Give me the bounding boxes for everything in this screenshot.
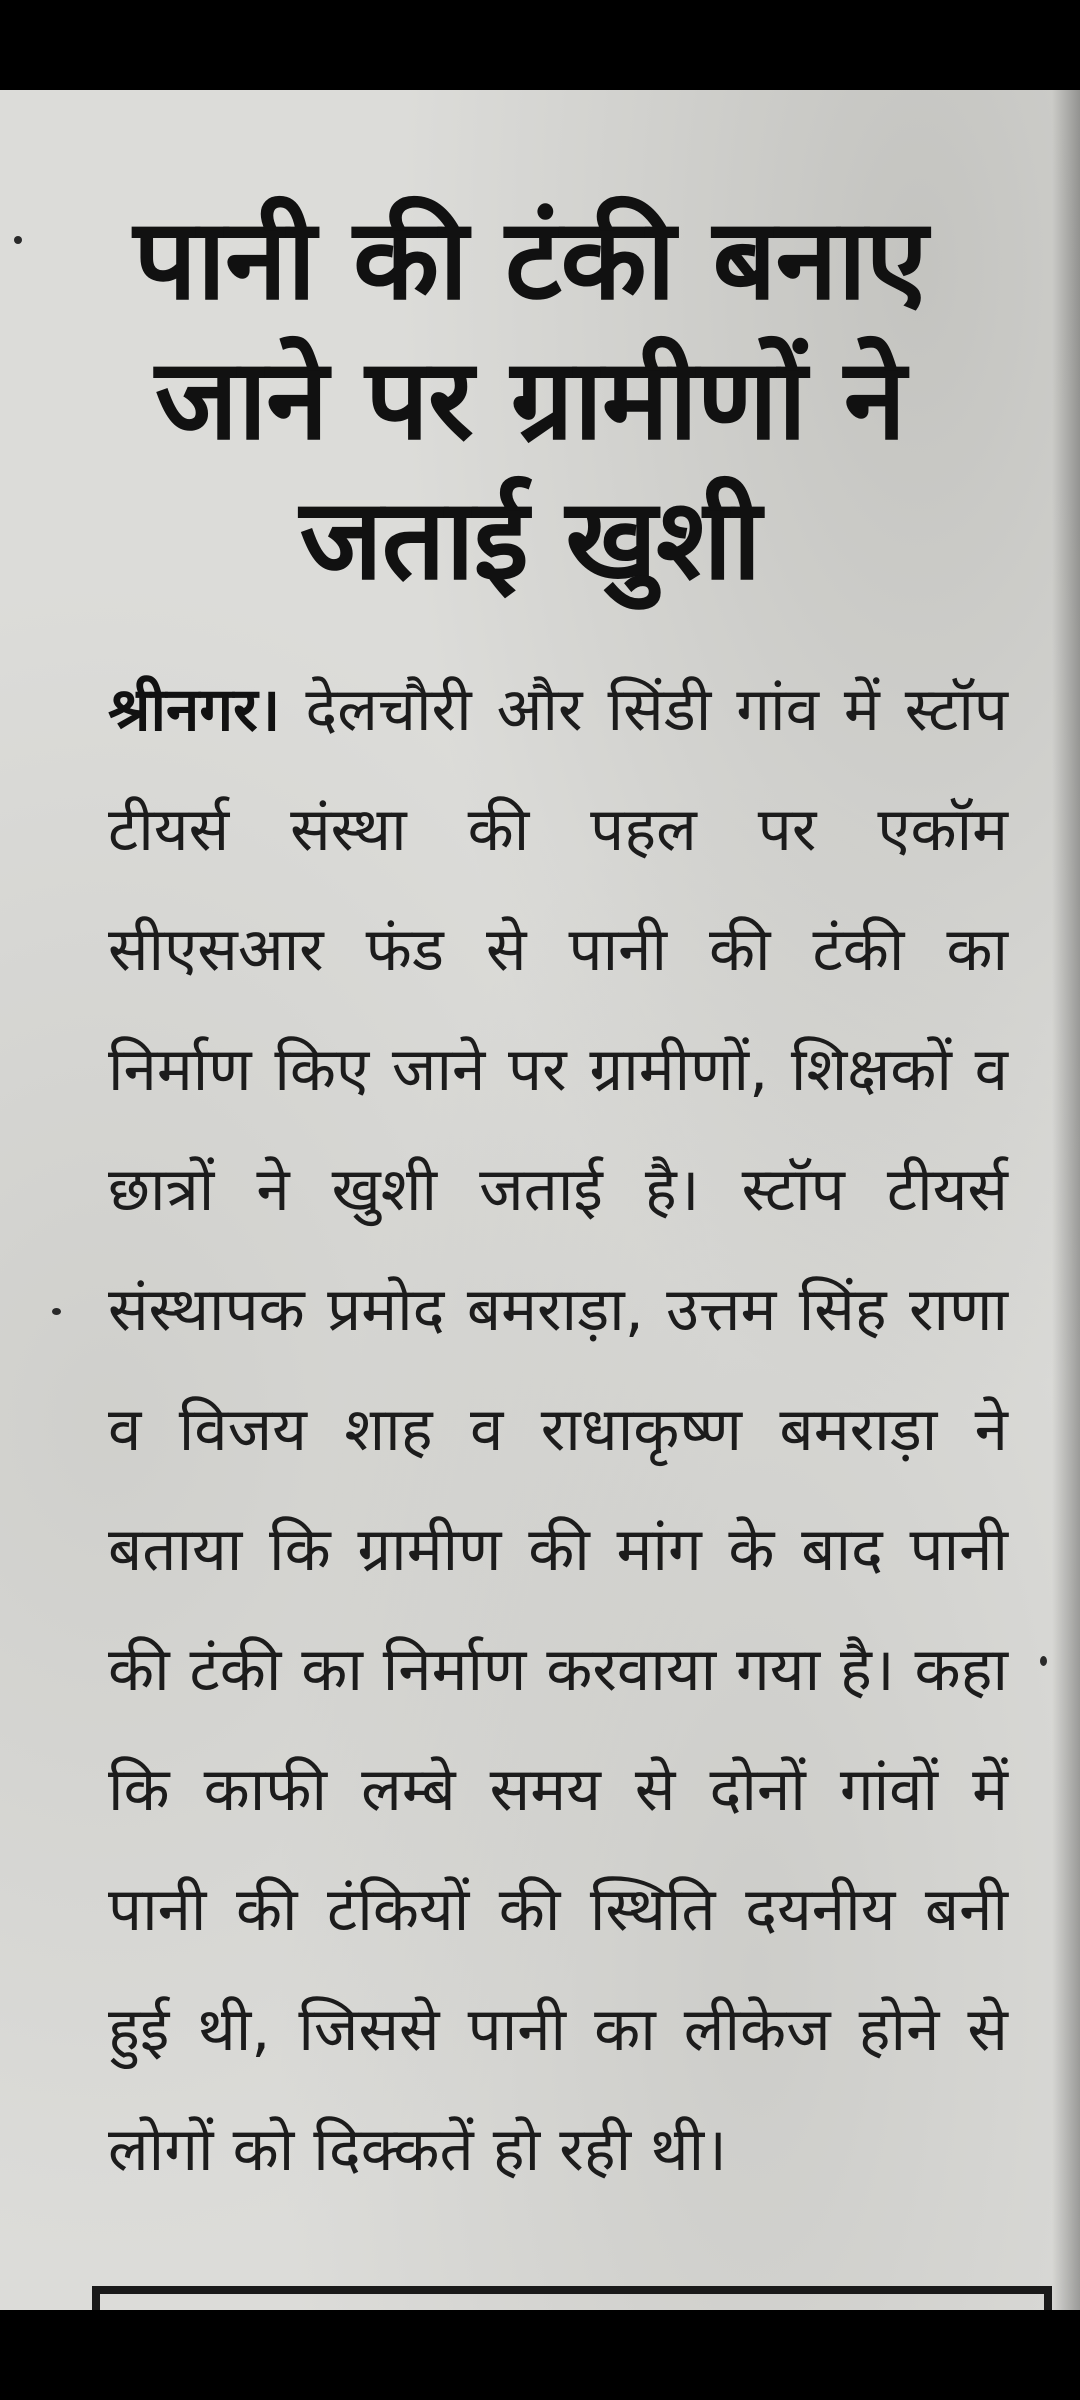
article-dateline: श्रीनगर।	[108, 675, 281, 745]
column-bottom-rule	[92, 2286, 1052, 2294]
ink-speck	[14, 236, 22, 244]
ink-speck	[52, 1308, 61, 1315]
article-body-text: देलचौरी और सिंडी गांव में स्टॉप टीयर्स संस्था की पहल पर एकॉम सीएसआर फंड से पानी की टंकी का निर्माण किए जाने पर ग्रामीणों, शिक्षकों व छात्रों ने खुशी जताई है। स्टॉप टीयर्स संस्थापक प्रमोद बमराड़ा, उत्तम सिंह राणा व विजय शाह व राधाकृष्ण बमराड़ा ने बताया कि ग्रामीण की मांग के बाद पानी की टंकी का निर्माण करवाया गया है। कहा कि काफी लम्बे समय से दोनों गांवों में पानी की टंकियों की स्थिति दयनीय बनी हुई थी, जिससे पानी का लीकेज होने से लोगों को दिक्कतें हो रही थी।	[108, 675, 1008, 2185]
newspaper-clipping	[0, 90, 1080, 2310]
article-headline: पानी की टंकी बनाए जाने पर ग्रामीणों ने जताई खुशी	[133, 195, 927, 605]
column-rule-corner-left	[92, 2286, 100, 2310]
column-rule-corner-right	[1044, 2286, 1052, 2310]
ink-speck	[1040, 1656, 1047, 1666]
paper-fold-shadow	[1052, 90, 1080, 2310]
article-body	[108, 650, 1008, 2210]
